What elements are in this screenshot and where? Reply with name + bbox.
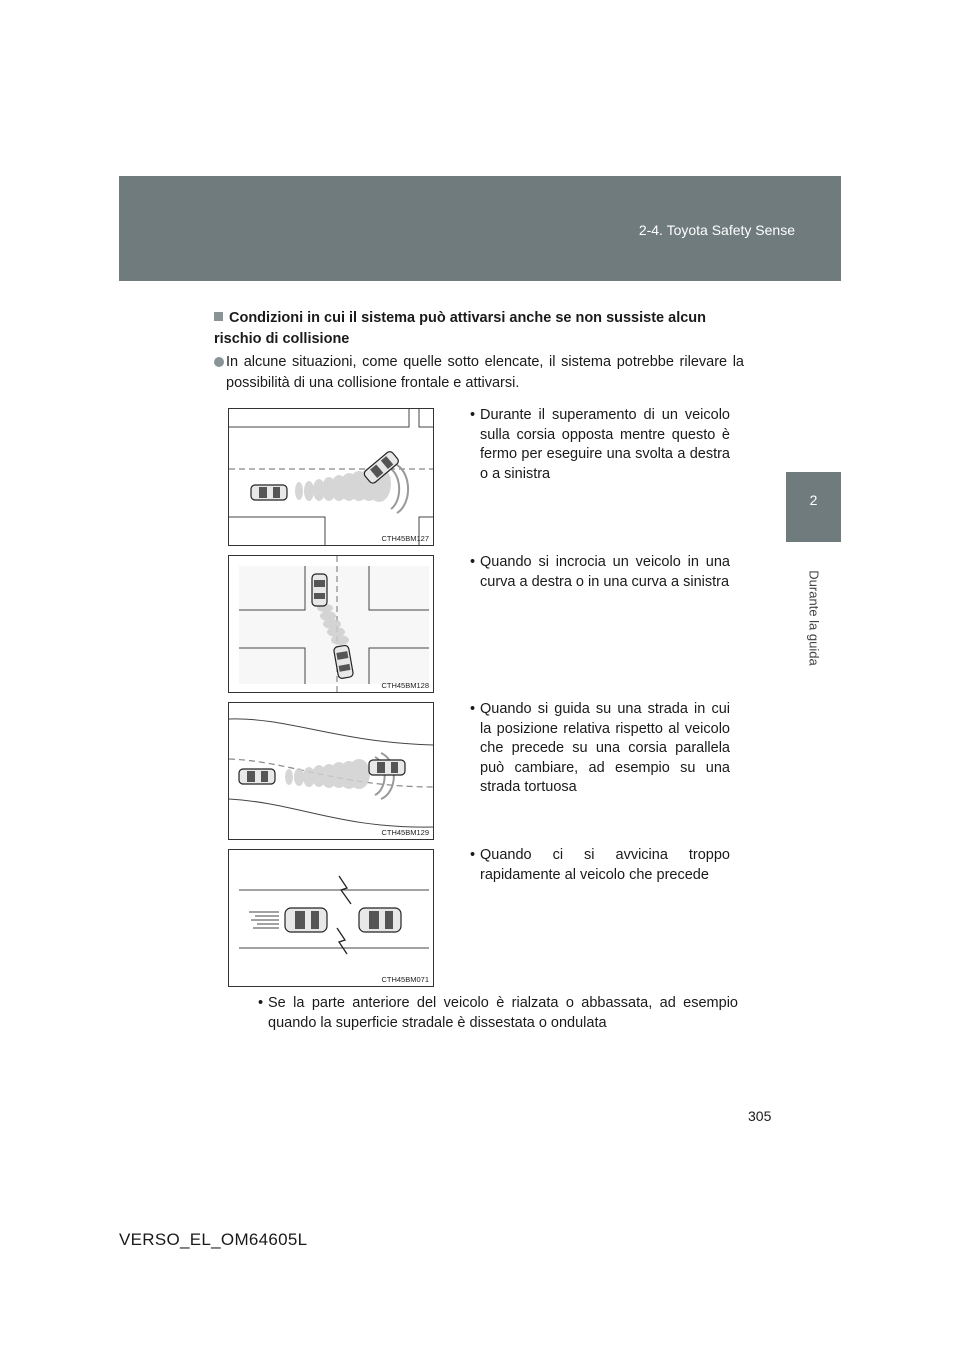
list-item-text: Quando si incrocia un veicolo in una curva a destra o in una curva a sinistra	[480, 554, 730, 590]
figure-rapid-approach	[228, 849, 434, 987]
figure-code: CTH45BM129	[381, 828, 429, 837]
figure-crossing-curve	[228, 555, 434, 693]
figure-rapid-approach-illustration	[229, 850, 434, 987]
section-heading-text: Condizioni in cui il sistema può attivarsi anche se non sussiste alcun rischio di collisione	[214, 310, 707, 347]
bullet-marker: •	[470, 407, 476, 423]
chapter-number: 2	[809, 492, 818, 508]
figure-oncoming-turn-illustration	[229, 409, 434, 546]
bullet-marker: •	[470, 847, 476, 863]
list-item-text: Quando ci si avvicina troppo rapidamente al veicolo che precede	[480, 847, 730, 883]
list-item	[470, 700, 730, 798]
chapter-label-text: Durante la guida	[806, 570, 821, 666]
bullet-marker: •	[470, 554, 476, 570]
list-item	[470, 846, 730, 885]
document-code: VERSO_EL_OM64605L	[119, 1230, 308, 1249]
figure-winding-road	[228, 702, 434, 840]
figure-code: CTH45BM128	[381, 681, 429, 690]
list-item-text: Se la parte anteriore del veicolo è rialzata o abbassata, ad esempio quando la superficie stradale è dissestata o ondulata	[268, 995, 738, 1031]
square-bullet-icon	[214, 312, 223, 321]
section-intro-text: In alcune situazioni, come quelle sotto elencate, il sistema potrebbe rilevare la possibilità di una collisione frontale e attivarsi.	[226, 354, 744, 391]
page-number: 305	[748, 1108, 772, 1124]
figure-oncoming-turn	[228, 408, 434, 546]
figure-code: CTH45BM071	[381, 975, 429, 984]
chapter-label	[786, 548, 841, 688]
list-item-text: Durante il superamento di un veicolo sulla corsia opposta mentre questo è fermo per eseguire una svolta a destra o a sinistra	[480, 407, 730, 482]
header-title: 2-4. Toyota Safety Sense	[638, 222, 795, 238]
section-intro	[226, 352, 744, 394]
list-item	[470, 553, 730, 592]
list-item-text: Quando si guida su una strada in cui la posizione relativa rispetto al veicolo che precede su una corsia parallela può cambiare, ad esempio su una strada tortuosa	[480, 701, 730, 795]
bullet-marker: •	[258, 995, 264, 1011]
list-item	[258, 994, 738, 1033]
chapter-tab	[786, 472, 841, 542]
header-band	[119, 176, 841, 281]
list-item	[470, 406, 730, 484]
bullet-marker: •	[470, 701, 476, 717]
section-heading	[214, 308, 744, 350]
figure-winding-road-illustration	[229, 703, 434, 840]
round-bullet-icon	[214, 357, 224, 367]
figure-code: CTH45BM127	[381, 534, 429, 543]
figure-crossing-curve-illustration	[229, 556, 434, 693]
